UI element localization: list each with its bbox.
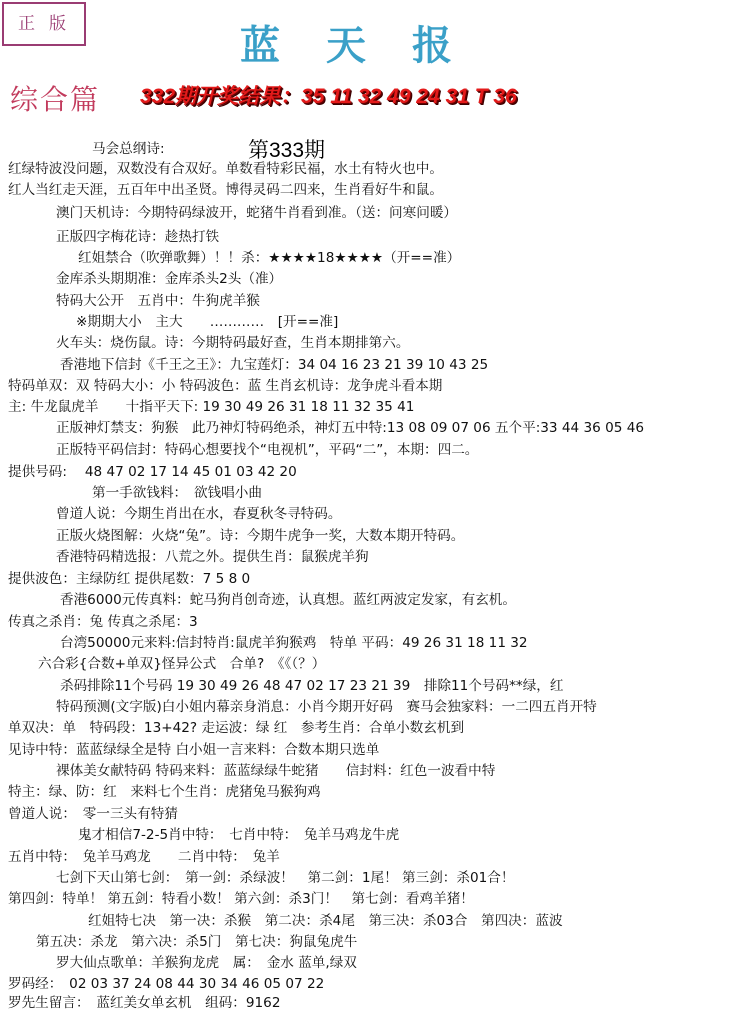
content-line: 香港6000元传真料：蛇马狗肖创奇迹，认真想。蓝红两波定发家，有玄机。 xyxy=(60,592,516,608)
page-title: 蓝天报 xyxy=(240,22,498,69)
content-line: 传真之杀肖：兔 传真之杀尾：3 xyxy=(8,614,198,630)
content-line: ※期期大小 主大 ………… [开==准] xyxy=(76,314,339,330)
content-line: 香港特码精选报：八荒之外。提供生肖：鼠猴虎羊狗 xyxy=(56,549,369,565)
content-line: 曾道人说： 零一三头有特猜 xyxy=(8,806,178,822)
content-line: 台湾50000元来料:信封特肖:鼠虎羊狗猴鸡 特单 平码：49 26 31 18 11 32 xyxy=(60,635,528,651)
issue-number: 第333期 xyxy=(248,139,326,162)
content-line: 正版四字梅花诗：趁热打铁 xyxy=(56,229,220,245)
content-line: 杀码排除11个号码 19 30 49 26 48 47 02 17 23 21 39 排除11个号码**绿，红 xyxy=(60,678,564,694)
content-line: 第五决：杀龙 第六决：杀5门 第七决：狗鼠兔虎牛 xyxy=(36,934,358,950)
content-line: 红人当红走天涯，五百年中出圣贤。博得灵码二四来，生肖看好牛和鼠。 xyxy=(8,182,443,198)
content-line: 罗先生留言： 蓝红美女单玄机 组码：9162 xyxy=(8,995,281,1011)
content-line: 火车头：烧伤鼠。诗：今期特码最好查，生肖本期排第六。 xyxy=(56,335,410,351)
content-line: 澳门天机诗：今期特码绿波开，蛇猪牛肖看到准。（送：问寒问暖） xyxy=(56,205,458,221)
content-line: 曾道人说：今期生肖出在水，春夏秋冬寻特码。 xyxy=(56,506,342,522)
content-line: 红绿特波没问题，双数没有合双好。单数看特彩民福，水土有特火也中。 xyxy=(8,161,443,177)
content-line: 罗大仙点歌单：羊猴狗龙虎 属： 金水 蓝单,绿双 xyxy=(56,955,357,971)
content-line: 金库杀头期期准：金库杀头2头（准） xyxy=(56,271,283,287)
content-line: 裸体美女献特码 特码来料：蓝蓝绿绿牛蛇猪 信封料：红色一波看中特 xyxy=(56,763,496,779)
content-line: 红姐特七决 第一决：杀猴 第二决：杀4尾 第三决：杀03合 第四决：蓝波 xyxy=(88,913,563,929)
content-line: 特码预测(文字版)白小姐内幕亲身消息：小肖今期开好码 赛马会独家料：一二四五肖开特 xyxy=(56,699,597,715)
content-line: 鬼才相信7-2-5肖中特： 七肖中特： 兔羊马鸡龙牛虎 xyxy=(78,827,400,843)
draw-result-banner: 332期开奖结果：35 11 32 49 24 31 T 36 xyxy=(140,85,517,108)
content-line: 正版火烧图解：火烧“兔”。诗：今期牛虎争一奖，大数本期开特码。 xyxy=(56,528,465,544)
content-line: 马会总纲诗: xyxy=(92,141,165,157)
content-line: 特码单双：双 特码大小：小 特码波色：蓝 生肖玄机诗：龙争虎斗看本期 xyxy=(8,378,443,394)
section-title: 综合篇 xyxy=(10,83,101,116)
content-line: 主: 牛龙鼠虎羊 十指平天下: 19 30 49 26 31 18 11 32 35 41 xyxy=(8,399,415,415)
content-line: 第一手欲钱料： 欲钱唱小曲 xyxy=(92,485,262,501)
content-line: 红姐禁合（吹弹歌舞）！！杀：★★★★18★★★★（开==准） xyxy=(78,250,461,266)
content-line: 六合彩{合数+单双}怪异公式 合单? 《《（？） xyxy=(38,656,326,672)
content-line: 正版神灯禁支：狗猴 此乃神灯特码绝杀，神灯五中特:13 08 09 07 06 五个平:33 44 36 05 46 xyxy=(56,420,645,436)
content-line: 特码大公开 五肖中：牛狗虎羊猴 xyxy=(56,293,260,309)
genuine-badge: 正版 xyxy=(2,2,86,46)
content-line: 第四剑：特单！ 第五剑：特看小数！ 第六剑：杀3门！ 第七剑：看鸡羊猪！ xyxy=(8,891,474,907)
content-line: 见诗中特：蓝蓝绿绿全是特 白小姐一言来料：合数本期只选单 xyxy=(8,742,380,758)
content-line: 五肖中特： 兔羊马鸡龙 二肖中特： 兔羊 xyxy=(8,849,280,865)
content-line: 罗码经： 02 03 37 24 08 44 30 34 46 05 07 22 xyxy=(8,976,325,992)
content-line: 香港地下信封《千王之王》：九宝莲灯：34 04 16 23 21 39 10 43 25 xyxy=(60,357,489,373)
content-line: 正版特平码信封：特码心想要找个“电视机”，平码“二”，本期：四二。 xyxy=(56,442,479,458)
content-line: 特主：绿、防：红 来料七个生肖：虎猪兔马猴狗鸡 xyxy=(8,784,321,800)
content-line: 提供号码: 48 47 02 17 14 45 01 03 42 20 xyxy=(8,464,297,480)
content-line: 七剑下天山第七剑： 第一剑：杀绿波！ 第二剑：1尾！ 第三剑：杀01合！ xyxy=(56,870,515,886)
content-line: 提供波色：主绿防红 提供尾数：7 5 8 0 xyxy=(8,571,251,587)
content-line: 单双决：单 特码段：13+42? 走运波：绿 红 参考生肖：合单小数玄机到 xyxy=(8,720,465,736)
